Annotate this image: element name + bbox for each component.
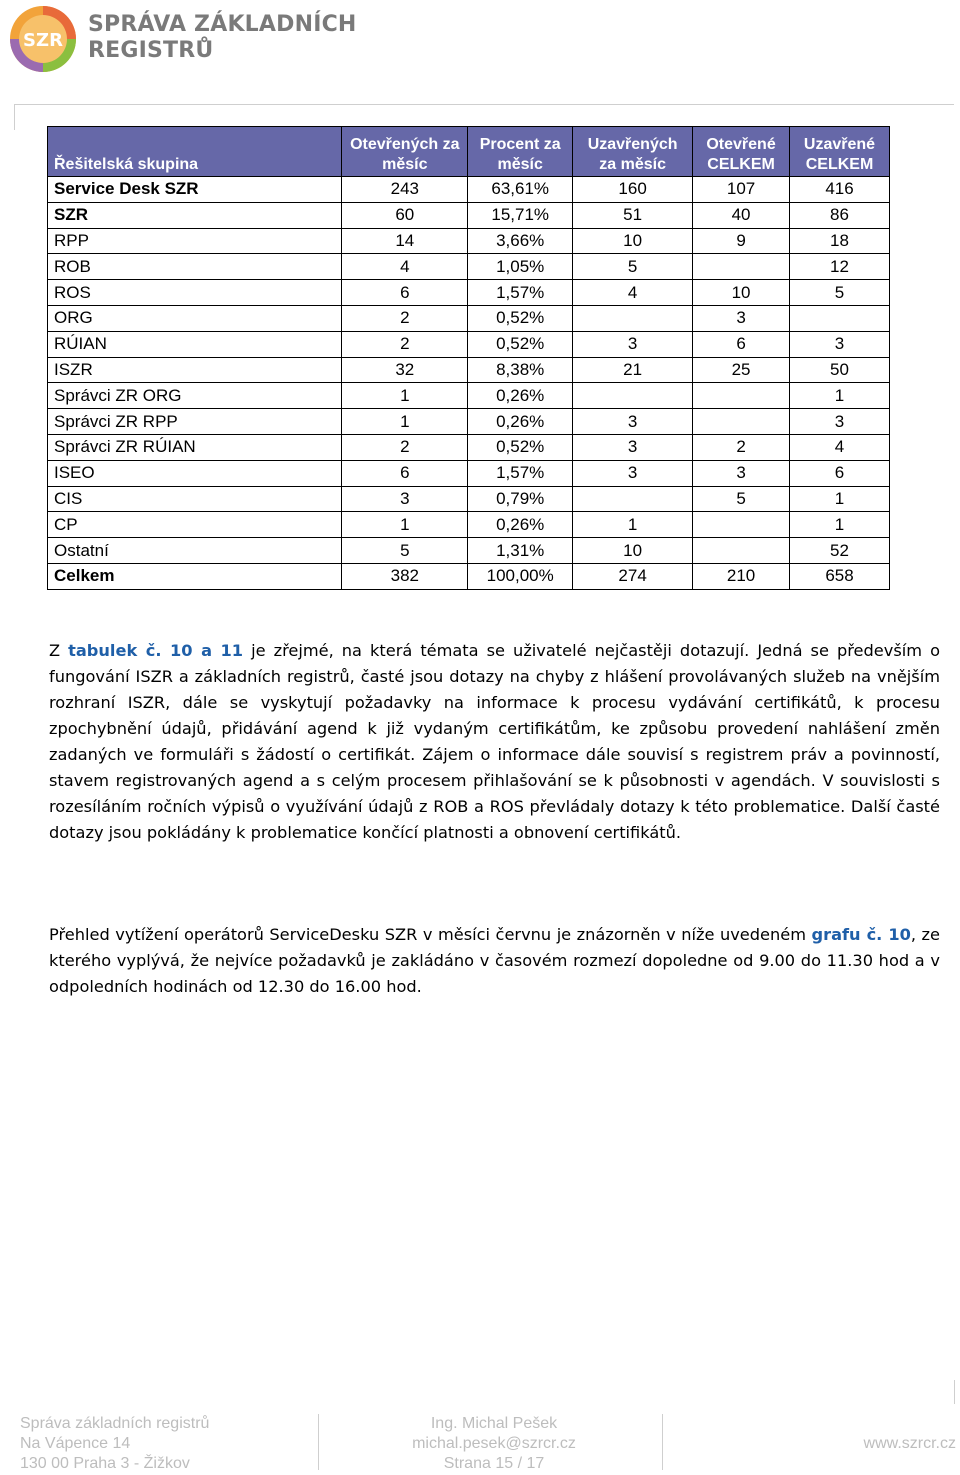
table-row [48,254,890,280]
value-cell: 2 [693,434,790,460]
value-cell: 658 [790,563,890,589]
footer-city: 130 00 Praha 3 - Žižkov [20,1455,190,1472]
paragraph-operator-load [49,922,940,1000]
value-cell: 0,52% [468,434,573,460]
table-body [48,177,890,590]
column-header: Procent za měsíc [468,127,573,177]
graph-reference-link[interactable]: grafu č. 10 [811,925,911,944]
value-cell: 243 [342,177,468,203]
value-cell: 5 [693,486,790,512]
header-corner-mark [14,104,15,130]
value-cell: 1 [342,383,468,409]
value-cell: 0,26% [468,512,573,538]
value-cell: 107 [693,177,790,203]
footer-address [20,1414,209,1474]
value-cell: 1 [342,512,468,538]
footer-email[interactable]: michal.pesek@szrcr.cz [412,1435,576,1452]
value-cell: 1 [790,383,890,409]
value-cell [693,538,790,564]
table-row [48,486,890,512]
value-cell: 21 [573,357,693,383]
value-cell: 3,66% [468,228,573,254]
value-cell: 0,26% [468,383,573,409]
value-cell: 6 [342,460,468,486]
group-name-cell: ISZR [48,357,342,383]
group-name-cell: Service Desk SZR [48,177,342,203]
column-header: Řešitelská skupina [48,127,342,177]
group-name-cell: Správci ZR ORG [48,383,342,409]
value-cell: 0,79% [468,486,573,512]
table-row [48,305,890,331]
value-cell: 3 [693,460,790,486]
column-header: Otevřených za měsíc [342,127,468,177]
value-cell: 2 [342,434,468,460]
value-cell: 10 [573,538,693,564]
value-cell: 1,57% [468,460,573,486]
value-cell [693,254,790,280]
value-cell: 4 [342,254,468,280]
value-cell: 4 [573,280,693,306]
value-cell [693,512,790,538]
value-cell [693,383,790,409]
table-row [48,357,890,383]
organization-name [88,12,357,64]
value-cell: 1 [790,486,890,512]
value-cell: 1,57% [468,280,573,306]
table-row [48,538,890,564]
table-row [48,383,890,409]
value-cell: 3 [693,305,790,331]
logo-text: SZR [23,30,63,51]
org-name-line1: SPRÁVA ZÁKLADNÍCH [88,12,357,37]
footer-author: Ing. Michal Pešek [430,1415,558,1432]
group-name-cell: Ostatní [48,538,342,564]
value-cell: 60 [342,202,468,228]
value-cell: 1 [342,409,468,435]
value-cell: 40 [693,202,790,228]
value-cell: 18 [790,228,890,254]
group-name-cell: RÚIAN [48,331,342,357]
value-cell: 3 [342,486,468,512]
value-cell: 6 [342,280,468,306]
value-cell: 1 [790,512,890,538]
value-cell: 50 [790,357,890,383]
table-row [48,434,890,460]
group-name-cell: ISEO [48,460,342,486]
org-name-line2: REGISTRŮ [88,38,214,63]
value-cell: 3 [790,409,890,435]
value-cell: 10 [573,228,693,254]
footer-org: Správa základních registrů [20,1415,210,1432]
value-cell: 3 [573,460,693,486]
group-name-cell: ORG [48,305,342,331]
table-row [48,512,890,538]
support-groups-table [47,126,890,590]
table-reference-link[interactable]: tabulek č. 10 a 11 [68,641,244,660]
value-cell: 2 [342,305,468,331]
group-name-cell: RPP [48,228,342,254]
value-cell: 3 [573,409,693,435]
value-cell: 52 [790,538,890,564]
value-cell: 4 [790,434,890,460]
text-run: Přehled vytížení operátorů ServiceDesku SZR v měsíci červnu je znázorněn v níže uvedeném [49,925,812,944]
value-cell: 63,61% [468,177,573,203]
value-cell: 12 [790,254,890,280]
value-cell: 416 [790,177,890,203]
group-name-cell: CIS [48,486,342,512]
text-run: , ze kterého vyplývá, že nejvíce požadavků je zakládáno v časovém rozmezí dopoledne od 9.00 do 11.30 hod a v odpoledních hodinách od 12.30 do 16.00 hod. [49,925,940,996]
group-name-cell: CP [48,512,342,538]
table-header-row [48,127,890,177]
value-cell: 1,05% [468,254,573,280]
value-cell: 3 [573,331,693,357]
table-row [48,202,890,228]
footer-page-number: Strana 15 / 17 [443,1455,545,1472]
value-cell: 51 [573,202,693,228]
value-cell: 32 [342,357,468,383]
footer-separator [662,1414,663,1470]
value-cell: 3 [573,434,693,460]
column-header: Uzavřených za měsíc [573,127,693,177]
table-row [48,563,890,589]
group-name-cell: Celkem [48,563,342,589]
value-cell: 1,31% [468,538,573,564]
column-header: Otevřené CELKEM [693,127,790,177]
value-cell: 274 [573,563,693,589]
table-row [48,177,890,203]
footer-website[interactable]: www.szrcr.cz [863,1435,956,1452]
value-cell [790,305,890,331]
value-cell: 6 [693,331,790,357]
value-cell: 8,38% [468,357,573,383]
group-name-cell: SZR [48,202,342,228]
table-row [48,331,890,357]
value-cell: 3 [790,331,890,357]
value-cell: 5 [573,254,693,280]
header-rule [14,104,954,105]
table-row [48,280,890,306]
value-cell: 382 [342,563,468,589]
footer-street: Na Vápence 14 [20,1435,131,1452]
value-cell: 0,52% [468,331,573,357]
group-name-cell: Správci ZR RPP [48,409,342,435]
value-cell: 210 [693,563,790,589]
value-cell: 9 [693,228,790,254]
value-cell: 0,52% [468,305,573,331]
value-cell [573,486,693,512]
value-cell: 2 [342,331,468,357]
text-run: Z [49,641,69,660]
value-cell: 15,71% [468,202,573,228]
value-cell: 0,26% [468,409,573,435]
value-cell [573,305,693,331]
table-row [48,409,890,435]
column-header: Uzavřené CELKEM [790,127,890,177]
value-cell: 5 [790,280,890,306]
footer-separator [318,1414,319,1470]
value-cell: 25 [693,357,790,383]
group-name-cell: ROS [48,280,342,306]
value-cell: 160 [573,177,693,203]
footer-corner-mark [954,1380,955,1404]
value-cell: 86 [790,202,890,228]
value-cell: 1 [573,512,693,538]
szr-logo [8,4,78,74]
group-name-cell: Správci ZR RÚIAN [48,434,342,460]
value-cell: 6 [790,460,890,486]
text-run: je zřejmé, na která témata se uživatelé nejčastěji dotazují. Jedná se především o fungování ISZR a základních registrů, časté jsou dotazy na chyby z hlášení provolávaných služeb na vnějším rozhraní ISZR, dále se vyskytují požadavky na informace k procesu vydávání certifikátů, k procesu zpochybnění údajů, přidávání agend k již vydaným certifikátům, ke způsobu provedení nahlášení změn zadaných ve formuláři s žádostí o certifikát. Zájem o informace dále souvisí s registrem práv a povinností, stavem registrovaných agend a s celým procesem přihlašování se k působnosti v agendách. V souvislosti s rozesíláním ročních výpisů o využívání údajů z ROB a ROS převládaly dotazy k této problematice. Další časté dotazy jsou pokládány k problematice končící platnosti a obnovení certifikátů. [49,641,940,842]
value-cell [573,383,693,409]
paragraph-topics [49,638,940,846]
value-cell: 100,00% [468,563,573,589]
value-cell: 14 [342,228,468,254]
footer-contact [399,1414,589,1474]
value-cell: 5 [342,538,468,564]
value-cell [693,409,790,435]
table-row [48,228,890,254]
group-name-cell: ROB [48,254,342,280]
table-row [48,460,890,486]
value-cell: 10 [693,280,790,306]
